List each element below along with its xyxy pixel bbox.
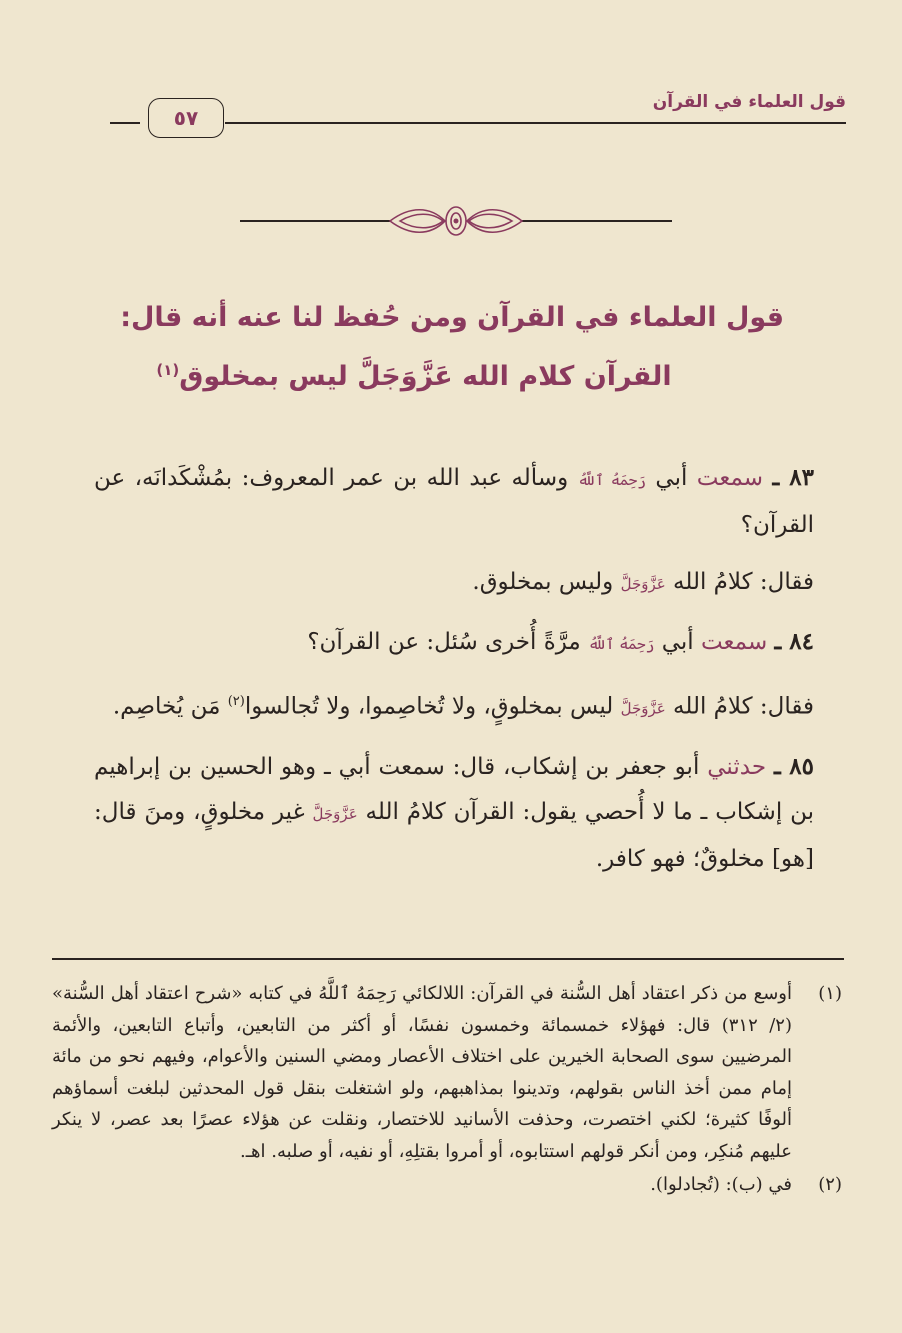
reply-text: ليس بمخلوقٍ، ولا تُخاصِموا، ولا تُجالسوا bbox=[244, 693, 614, 720]
footnote-mark: (١) bbox=[818, 983, 842, 1004]
footnote-text: في (ب): (تُجادلوا). bbox=[650, 1174, 792, 1195]
honorific: عَزَّوَجَلَّ bbox=[620, 699, 666, 718]
paragraph-number: ٨٥ ـ bbox=[773, 752, 814, 780]
footnote-mark: (٢) bbox=[818, 1174, 842, 1195]
footnote-2 bbox=[52, 1169, 842, 1201]
narration-lead: سمعت bbox=[700, 629, 768, 655]
honorific: رَحِمَهُ ٱللَّهُ bbox=[588, 635, 655, 653]
paragraph-text: غير مخلوقٍ، ومنَ قال: [هو] مخلوقٌ؛ فهو كافر. bbox=[94, 798, 814, 872]
paragraph-text: وسأله عبد الله بن عمر المعروف: بمُشْكَدانَه، عن القرآن؟ bbox=[94, 465, 814, 538]
ornament-divider-icon bbox=[240, 198, 672, 244]
main-text bbox=[94, 455, 814, 894]
paragraph-text: أبي bbox=[661, 629, 694, 655]
paragraph-85 bbox=[94, 744, 814, 882]
paragraph-number: ٨٤ ـ bbox=[774, 628, 814, 655]
footnote-separator bbox=[52, 958, 844, 960]
header-rule bbox=[225, 122, 846, 124]
footnote-ref: (٢) bbox=[227, 694, 245, 709]
paragraph-83 bbox=[94, 455, 814, 548]
chapter-title-line1: قول العلماء في القرآن ومن حُفظ لنا عنه أنه قال: bbox=[120, 302, 784, 333]
paragraph-text: مرَّةً أُخرى سُئل: عن القرآن؟ bbox=[307, 629, 581, 655]
narration-lead: سمعت bbox=[696, 465, 764, 491]
narration-lead: حدثني bbox=[707, 753, 767, 780]
chapter-footnote-ref: (١) bbox=[156, 361, 180, 379]
honorific: رَحِمَهُ ٱللَّهُ bbox=[577, 471, 646, 489]
footnotes bbox=[52, 978, 842, 1203]
paragraph-84-reply bbox=[94, 679, 814, 732]
honorific: عَزَّوَجَلَّ bbox=[312, 804, 358, 823]
reply-text: مَن يُخاصِم. bbox=[112, 693, 221, 720]
footnote-text: أوسع من ذكر اعتقاد أهل السُّنة في القرآن: اللالكائي رَحِمَهُ ٱللَّهُ في كتابه «شرح اعتقاد أهل السُّنة» (٢/ ٣١٢) قال: فهؤلاء خمسمائة وخمسون نفسًا، أو أكثر من التابعين، وأتباع التابعين، والأئمة المرضيين سوى الصحابة الخيرين على اختلاف الأعصار ومضي السنين والأعوام، وفيهم نحو من مائة إمام ممن أخذ الناس بقولهم، وتدينوا بمذاهبهم، ولو اشتغلت بنقل قول المحدثين لبلغت أسماؤهم ألوفًا كثيرة؛ لكني اختصرت، وحذفت الأسانيد للاختصار، ونقلت عن هؤلاء عصرًا بعد عصر، لا ينكر عليهم مُنكِر، ومن أنكر قولهم استتابوه، أو أمروا بقتلِهِ، أو نفيه، أو صلبه. اهـ. bbox=[52, 983, 792, 1162]
chapter-title bbox=[84, 292, 784, 403]
paragraph-84 bbox=[94, 619, 814, 667]
chapter-title-line2: القرآن كلام الله عَزَّوَجَلَّ ليس بمخلوق bbox=[179, 361, 672, 392]
page-number: ٥٧ bbox=[148, 98, 224, 138]
footnote-1 bbox=[52, 978, 842, 1167]
reply-text: فقال: كلامُ الله bbox=[673, 569, 814, 595]
reply-text: وليس بمخلوق. bbox=[472, 569, 614, 595]
honorific: عَزَّوَجَلَّ bbox=[620, 575, 666, 593]
paragraph-83-reply bbox=[94, 560, 814, 607]
running-header bbox=[110, 88, 846, 138]
header-rule-left bbox=[110, 122, 140, 124]
paragraph-text: أبو جعفر بن إشكاب، قال: سمعت أبي ـ وهو الحسين بن إبراهيم بن إشكاب ـ ما لا أُحصي يقول: القرآن كلامُ الله bbox=[94, 753, 815, 825]
paragraph-text: أبي bbox=[655, 465, 688, 491]
running-header-title: قول العلماء في القرآن bbox=[652, 92, 846, 112]
reply-text: فقال: كلامُ الله bbox=[673, 693, 814, 720]
paragraph-number: ٨٣ ـ bbox=[772, 464, 814, 491]
